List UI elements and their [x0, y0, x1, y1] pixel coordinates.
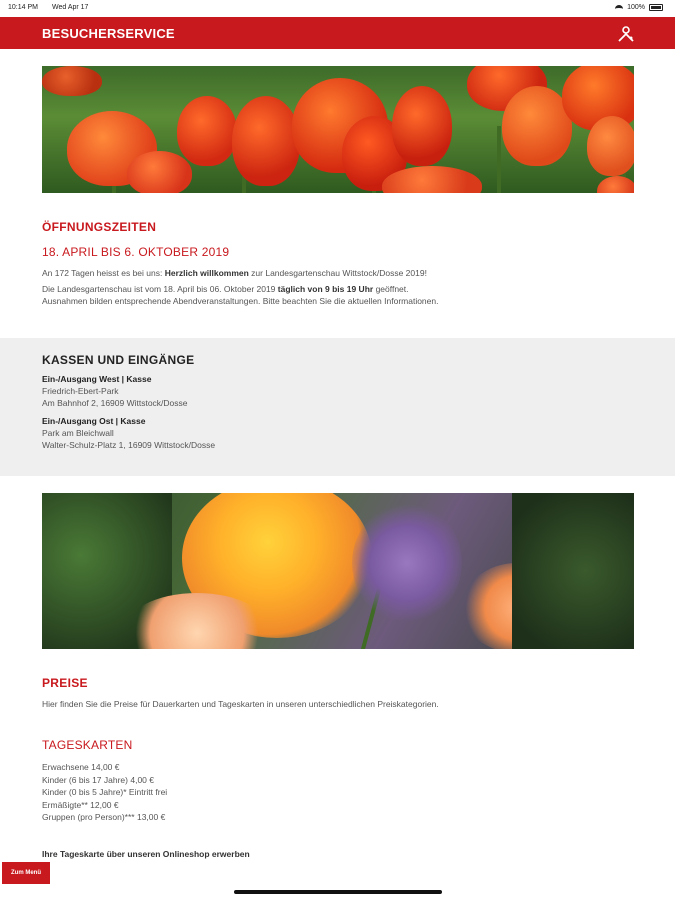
- online-shop-link[interactable]: Ihre Tageskarte über unseren Onlineshop erwerben: [42, 848, 250, 859]
- price-item: Kinder (6 bis 17 Jahre) 4,00 €: [42, 774, 154, 785]
- hours-text: Die Landesgartenschau ist vom 18. April bis 06. Oktober 2019 täglich von 9 bis 19 Uhr geöffnet.: [42, 284, 409, 294]
- price-item: Kinder (0 bis 5 Jahre)* Eintritt frei: [42, 787, 168, 797]
- entrance-west: [42, 373, 215, 409]
- day-tickets-heading: TAGESKARTEN: [42, 738, 133, 752]
- opening-dates: 18. APRIL BIS 6. OKTOBER 2019: [42, 245, 230, 259]
- status-bar: [0, 0, 675, 16]
- prices-intro: Hier finden Sie die Preise für Dauerkarten und Tageskarten in unseren unterschiedlichen Preiskategorien.: [42, 699, 439, 709]
- entrances-section: [0, 338, 675, 476]
- battery-percent: 100%: [627, 4, 645, 11]
- home-indicator[interactable]: [234, 890, 442, 894]
- entrance-line: Friedrich-Ebert-Park: [42, 386, 119, 396]
- entrance-line: Park am Bleichwall: [42, 428, 114, 438]
- app-header: [0, 17, 675, 49]
- status-time: 10:14 PM: [8, 4, 38, 11]
- menu-button[interactable]: Zum Menü: [2, 862, 50, 884]
- status-date: Wed Apr 17: [52, 4, 89, 11]
- entrance-east: [42, 415, 215, 451]
- welcome-text: An 172 Tagen heisst es bei uns: Herzlich willkommen zur Landesgartenschau Wittstock/Dosse 2019!: [42, 268, 427, 278]
- status-right: [615, 4, 663, 11]
- price-item: Erwachsene 14,00 €: [42, 762, 120, 772]
- exceptions-text: Ausnahmen bilden entsprechende Abendveranstaltungen. Bitte beachten Sie die aktuellen Informationen.: [42, 296, 439, 306]
- wifi-icon: [615, 5, 623, 11]
- person-icon[interactable]: [617, 26, 635, 42]
- price-item: Gruppen (pro Person)*** 13,00 €: [42, 812, 166, 822]
- prices-section: [42, 676, 634, 859]
- dahlias-image: [42, 493, 634, 649]
- entrance-title: Ein-/Ausgang West | Kasse: [42, 374, 152, 384]
- entrance-address: Walter-Schulz-Platz 1, 16909 Wittstock/Dosse: [42, 440, 216, 450]
- battery-icon: [649, 4, 663, 11]
- price-item: Ermäßigte** 12,00 €: [42, 799, 119, 810]
- entrances-heading: KASSEN UND EINGÄNGE: [42, 353, 195, 367]
- tulips-image: [42, 66, 634, 193]
- page-title: BESUCHERSERVICE: [42, 26, 175, 41]
- entrance-title: Ein-/Ausgang Ost | Kasse: [42, 416, 146, 426]
- entrance-address: Am Bahnhof 2, 16909 Wittstock/Dosse: [42, 398, 188, 408]
- opening-hours-heading: ÖFFNUNGSZEITEN: [42, 220, 157, 234]
- prices-heading: PREISE: [42, 676, 88, 690]
- opening-hours-section: [42, 220, 634, 311]
